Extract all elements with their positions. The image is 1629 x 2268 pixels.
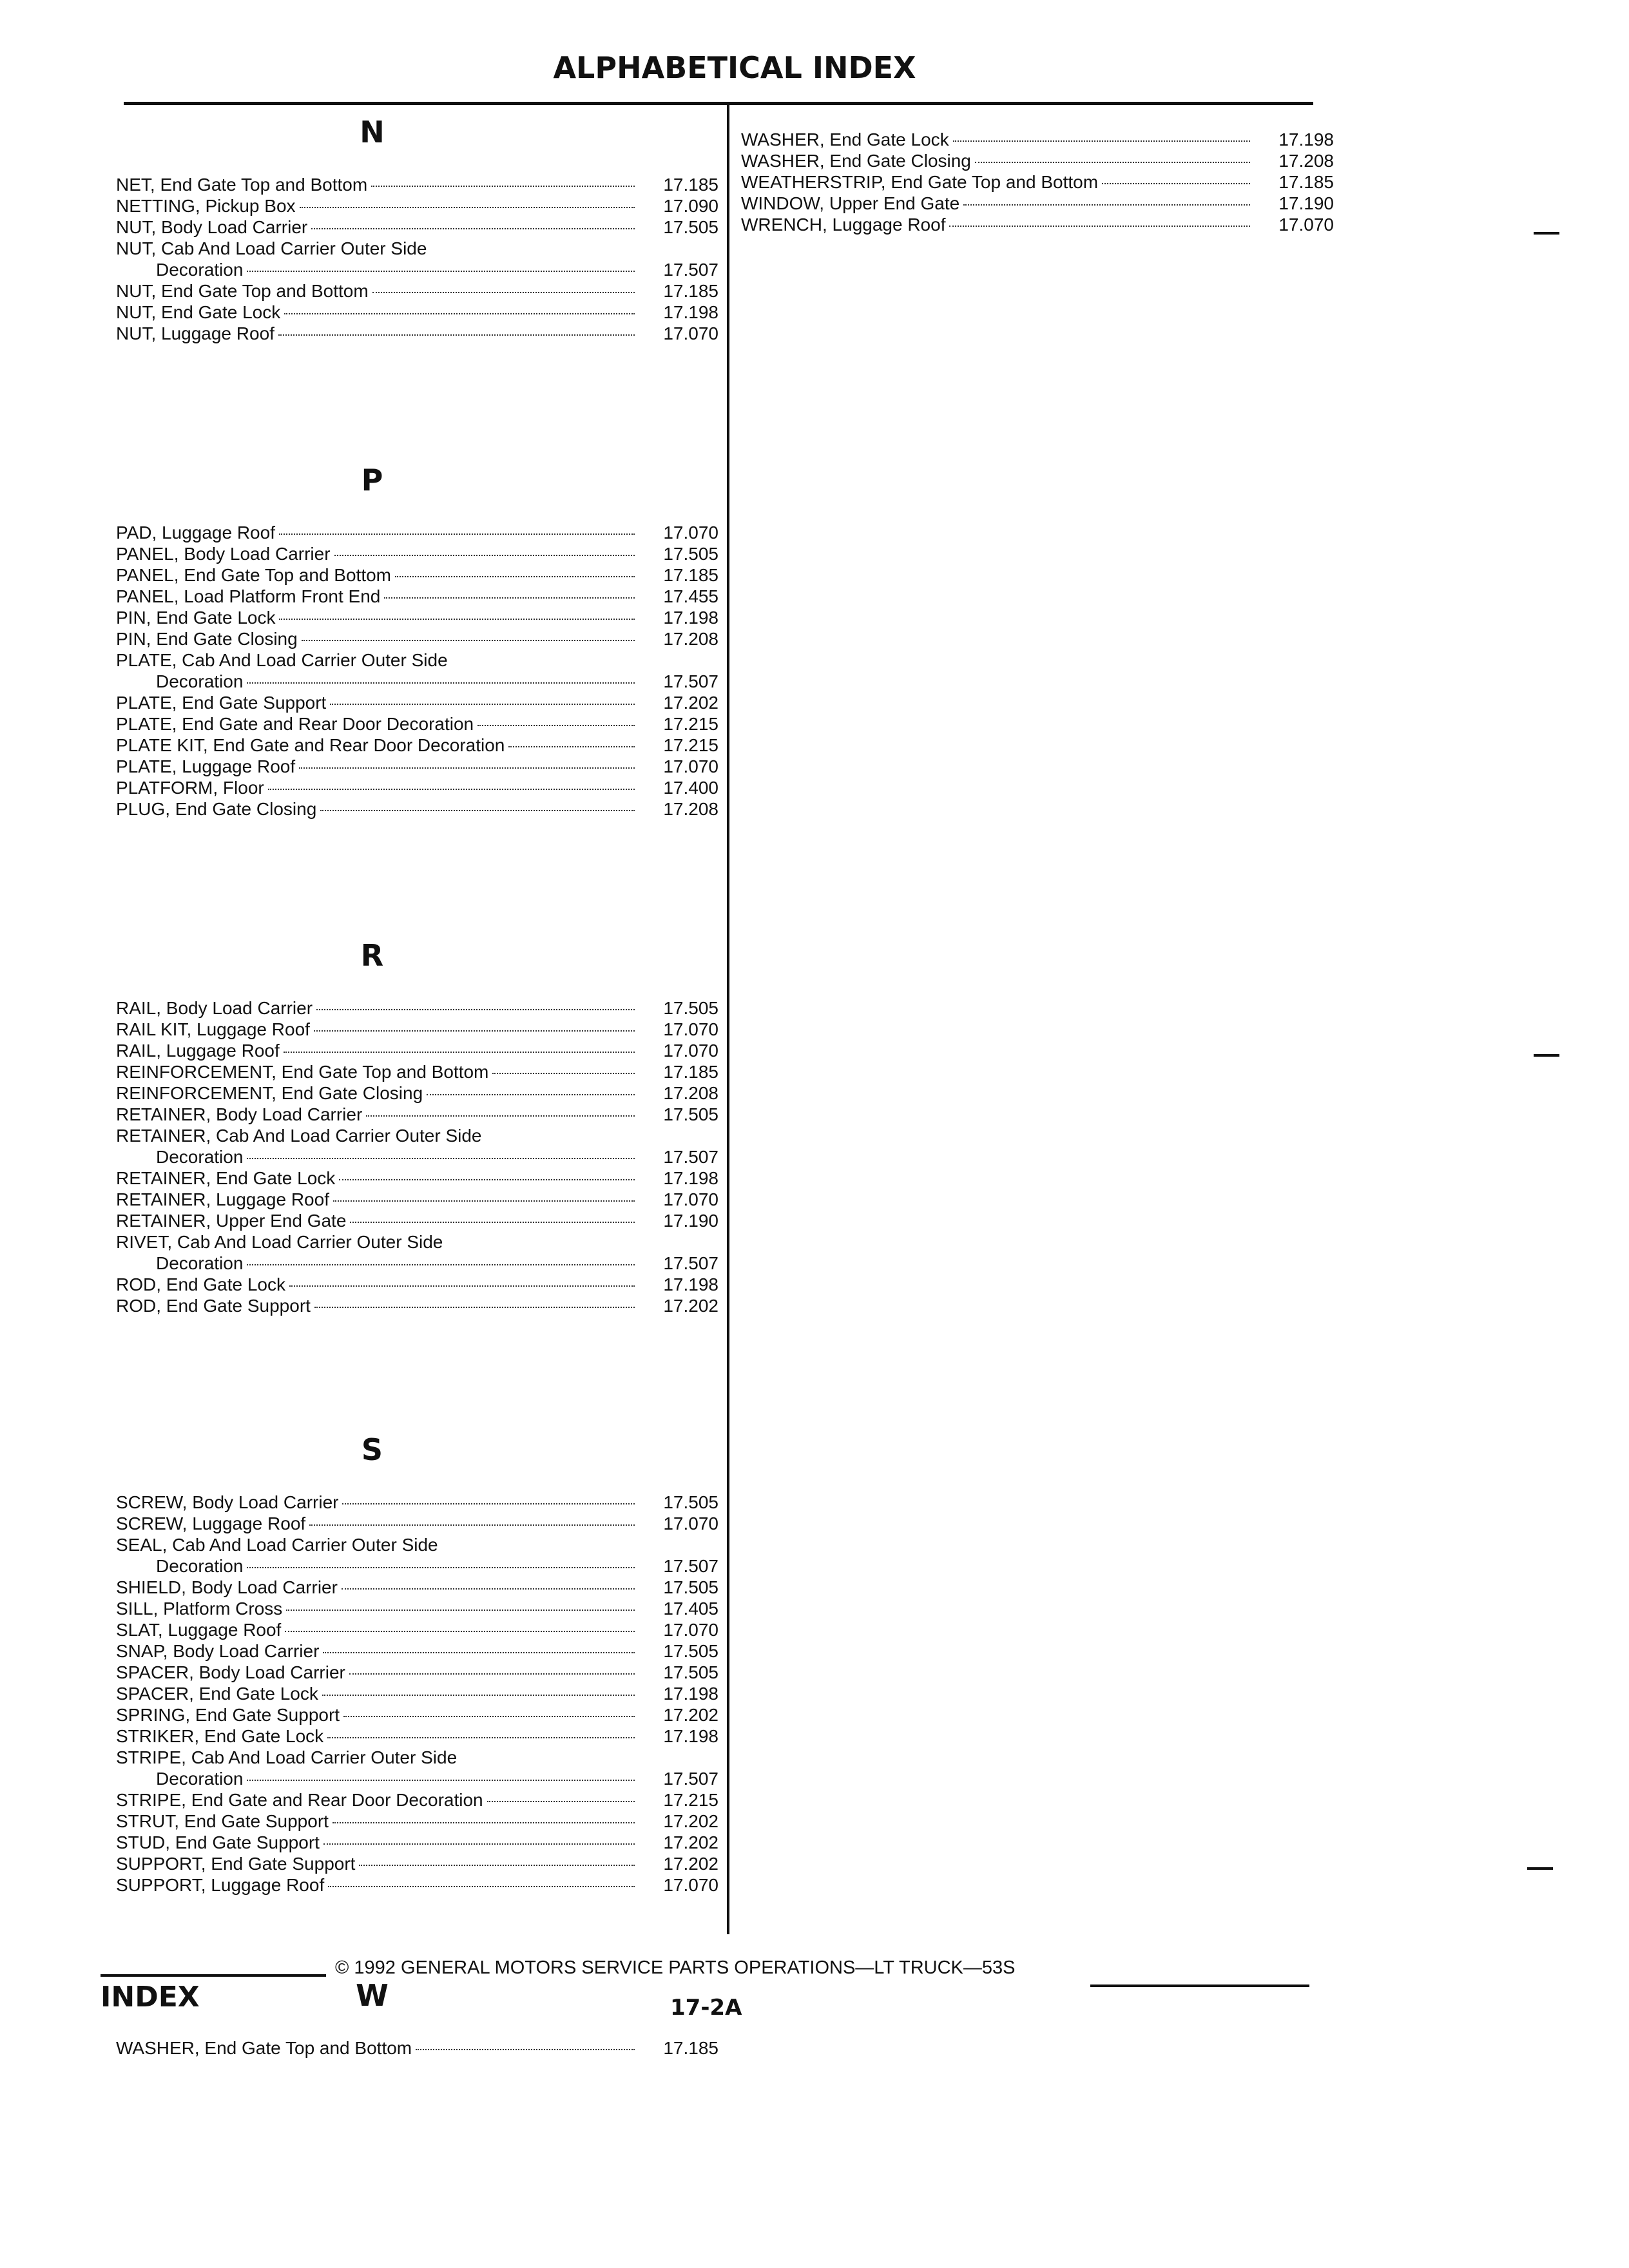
index-entry <box>116 1874 718 1896</box>
index-entry <box>116 1082 718 1104</box>
index-entry-name: SUPPORT, Luggage Roof <box>116 1875 325 1895</box>
index-entry-name: PLATE, Cab And Load Carrier Outer Side <box>116 650 448 670</box>
dot-leader <box>339 1179 635 1180</box>
dot-leader <box>302 640 635 641</box>
index-page-number: 17.070 <box>663 323 718 343</box>
dot-leader <box>322 1695 635 1696</box>
index-entry <box>116 1274 718 1295</box>
index-entry <box>116 713 718 735</box>
index-entry-name: SPRING, End Gate Support <box>116 1705 340 1725</box>
index-entry-name: RAIL KIT, Luggage Roof <box>116 1019 310 1039</box>
index-page-number: 17.070 <box>663 1019 718 1039</box>
index-page-number: 17.070 <box>1278 215 1334 235</box>
index-entry <box>116 798 718 820</box>
section-letter: S <box>361 1432 383 1467</box>
dot-leader <box>278 334 635 336</box>
index-page-number: 17.198 <box>663 302 718 322</box>
index-entry <box>116 1662 718 1683</box>
index-entry <box>116 280 718 302</box>
index-page-number: 17.070 <box>663 1189 718 1209</box>
index-left-column <box>116 110 718 2059</box>
index-entry-name: SHIELD, Body Load Carrier <box>116 1577 338 1597</box>
edge-mark <box>1527 1867 1553 1870</box>
index-entry <box>116 522 718 543</box>
index-page-number: 17.202 <box>663 1705 718 1725</box>
dot-leader <box>975 162 1250 163</box>
index-entry <box>116 1513 718 1534</box>
section-letter: N <box>360 115 385 149</box>
index-entry <box>116 216 718 238</box>
index-entry <box>116 1555 718 1577</box>
index-entry-name: STRIKER, End Gate Lock <box>116 1726 324 1746</box>
dot-leader <box>395 576 635 577</box>
index-entry-name: WASHER, End Gate Closing <box>741 151 971 171</box>
dot-leader <box>330 704 635 705</box>
index-page-number: 17.070 <box>663 1514 718 1533</box>
index-entry-name: WASHER, End Gate Top and Bottom <box>116 2038 412 2058</box>
index-page-number: 17.215 <box>663 1790 718 1810</box>
dot-leader <box>343 1716 635 1717</box>
index-entry-name: RAIL, Body Load Carrier <box>116 998 313 1018</box>
index-entry <box>116 1040 718 1061</box>
index-entry <box>116 1725 718 1747</box>
index-page-number: 17.202 <box>663 1854 718 1874</box>
index-page-number: 17.507 <box>663 260 718 280</box>
index-entry-name: SEAL, Cab And Load Carrier Outer Side <box>116 1535 438 1555</box>
dot-leader <box>427 1094 635 1095</box>
index-entry-name: PAD, Luggage Roof <box>116 523 275 543</box>
index-entry <box>116 1853 718 1874</box>
index-entry <box>741 171 1334 193</box>
dot-leader <box>299 767 635 769</box>
index-page-number: 17.198 <box>663 1726 718 1746</box>
index-entry-name: SPACER, End Gate Lock <box>116 1684 318 1704</box>
dot-leader <box>314 1307 635 1308</box>
index-page-number: 17.198 <box>663 1274 718 1294</box>
index-entry-name: PLATE KIT, End Gate and Rear Door Decoration <box>116 735 505 755</box>
index-entry-name: NUT, End Gate Top and Bottom <box>116 281 369 301</box>
index-entry <box>116 1683 718 1704</box>
index-entry <box>116 302 718 323</box>
index-entry <box>741 150 1334 171</box>
index-page-number: 17.507 <box>663 1556 718 1576</box>
index-page-number: 17.505 <box>663 217 718 237</box>
index-entry-name: PIN, End Gate Lock <box>116 608 276 628</box>
index-entry <box>116 997 718 1019</box>
index-entry <box>116 1811 718 1832</box>
index-entry <box>116 756 718 777</box>
dot-leader <box>334 555 635 556</box>
index-entry <box>116 543 718 564</box>
index-entry <box>741 214 1334 235</box>
dot-leader <box>320 810 635 811</box>
index-entry-name: PLUG, End Gate Closing <box>116 799 317 819</box>
index-page-number: 17.505 <box>663 1662 718 1682</box>
index-entry-continuation: Decoration <box>156 1147 244 1167</box>
index-page-number: 17.505 <box>663 1641 718 1661</box>
index-page-number: 17.202 <box>663 693 718 713</box>
index-entry-name: PIN, End Gate Closing <box>116 629 298 649</box>
index-entry-continuation: Decoration <box>156 1253 244 1273</box>
index-entry <box>116 628 718 649</box>
index-entry <box>741 129 1334 150</box>
index-entry-name: WINDOW, Upper End Gate <box>741 193 960 213</box>
dot-leader <box>333 1822 635 1823</box>
dot-leader <box>279 533 635 535</box>
index-page-number: 17.185 <box>1278 172 1334 192</box>
index-section-w <box>116 1973 718 2059</box>
index-page-number: 17.455 <box>663 586 718 606</box>
index-page-number: 17.070 <box>663 756 718 776</box>
index-page-number: 17.202 <box>663 1811 718 1831</box>
index-entry-name: SCREW, Body Load Carrier <box>116 1492 339 1512</box>
dot-leader <box>359 1865 635 1866</box>
dot-leader <box>492 1073 635 1074</box>
index-page-number: 17.507 <box>663 1769 718 1789</box>
index-entry <box>116 323 718 344</box>
index-page-number: 17.185 <box>663 2038 718 2058</box>
index-entry-name: RETAINER, Upper End Gate <box>116 1211 347 1231</box>
index-page-number: 17.507 <box>663 1147 718 1167</box>
dot-leader <box>247 1264 635 1265</box>
index-entry <box>116 1577 718 1598</box>
index-entry <box>116 1061 718 1082</box>
index-entry-name: WRENCH, Luggage Roof <box>741 215 946 235</box>
index-entry-name: REINFORCEMENT, End Gate Top and Bottom <box>116 1062 489 1082</box>
index-entry-name: RETAINER, End Gate Lock <box>116 1168 336 1188</box>
index-entry-name: PANEL, End Gate Top and Bottom <box>116 565 391 585</box>
dot-leader <box>285 1631 635 1632</box>
index-entry <box>116 1598 718 1619</box>
dot-leader <box>323 1652 635 1653</box>
index-entry-name: RIVET, Cab And Load Carrier Outer Side <box>116 1232 443 1252</box>
index-page-number: 17.185 <box>663 1062 718 1082</box>
footer-copyright: © 1992 GENERAL MOTORS SERVICE PARTS OPERATIONS—LT TRUCK—53S <box>335 1957 1016 1978</box>
index-entry-name: PLATE, End Gate and Rear Door Decoration <box>116 714 474 734</box>
column-divider <box>727 104 729 1934</box>
edge-mark <box>1534 232 1559 235</box>
index-entry-name: PANEL, Body Load Carrier <box>116 544 331 564</box>
dot-leader <box>323 1843 635 1845</box>
footer-section-label: INDEX <box>101 1981 200 2013</box>
index-entry <box>116 1789 718 1811</box>
index-page-number: 17.090 <box>663 196 718 216</box>
dot-leader <box>289 1285 635 1287</box>
index-entry <box>116 692 718 713</box>
index-page-number: 17.190 <box>663 1211 718 1231</box>
dot-leader <box>309 1524 635 1526</box>
dot-leader <box>384 597 635 599</box>
index-entry-name: NUT, Cab And Load Carrier Outer Side <box>116 238 427 258</box>
index-page-number: 17.505 <box>663 1492 718 1512</box>
index-entry-name: PANEL, Load Platform Front End <box>116 586 381 606</box>
header-rule <box>124 102 1313 105</box>
index-entry <box>116 1253 718 1274</box>
index-entry <box>116 1210 718 1231</box>
index-entry <box>116 1619 718 1640</box>
index-entry <box>116 671 718 692</box>
index-entry-name: ROD, End Gate Support <box>116 1296 311 1316</box>
index-entry <box>116 1295 718 1316</box>
index-entry <box>116 1019 718 1040</box>
index-entry-name: RAIL, Luggage Roof <box>116 1041 280 1061</box>
dot-leader <box>416 2049 635 2050</box>
index-entry-name: WEATHERSTRIP, End Gate Top and Bottom <box>741 172 1099 192</box>
index-entry-name: NETTING, Pickup Box <box>116 196 296 216</box>
index-page-number: 17.208 <box>1278 151 1334 171</box>
section-letter: P <box>361 463 383 497</box>
footer-rule-left <box>101 1974 326 1977</box>
index-page-number: 17.202 <box>663 1296 718 1316</box>
dot-leader <box>247 1780 635 1781</box>
index-page-number: 17.215 <box>663 735 718 755</box>
index-page-number: 17.505 <box>663 998 718 1018</box>
index-entry <box>116 259 718 280</box>
index-entry-continuation: Decoration <box>156 260 244 280</box>
index-page-number: 17.070 <box>663 1041 718 1061</box>
dot-leader <box>284 313 635 314</box>
index-entry <box>116 1704 718 1725</box>
index-page-number: 17.505 <box>663 1577 718 1597</box>
index-page-number: 17.070 <box>663 1875 718 1895</box>
index-entry <box>116 777 718 798</box>
section-letter: W <box>356 1978 389 2013</box>
dot-leader <box>328 1886 635 1887</box>
index-entry-name: RETAINER, Cab And Load Carrier Outer Side <box>116 1126 482 1146</box>
index-entry-name: PLATE, Luggage Roof <box>116 756 296 776</box>
index-page-number: 17.208 <box>663 799 718 819</box>
page-title: ALPHABETICAL INDEX <box>553 50 916 85</box>
index-entry <box>116 174 718 195</box>
index-entry-name: RETAINER, Luggage Roof <box>116 1189 329 1209</box>
index-entry <box>116 586 718 607</box>
dot-leader <box>949 226 1250 227</box>
index-entry <box>116 564 718 586</box>
dot-leader <box>953 140 1250 142</box>
index-entry-name: ROD, End Gate Lock <box>116 1274 286 1294</box>
index-entry-name: SILL, Platform Cross <box>116 1599 283 1619</box>
index-entry <box>116 735 718 756</box>
index-entry <box>116 1640 718 1662</box>
dot-leader <box>284 1052 635 1053</box>
index-entry <box>741 193 1334 214</box>
index-entry <box>116 1492 718 1513</box>
dot-leader <box>477 725 635 726</box>
index-page-number: 17.070 <box>663 523 718 543</box>
dot-leader <box>487 1801 635 1802</box>
dot-leader <box>963 204 1250 206</box>
index-entry-name: SUPPORT, End Gate Support <box>116 1854 356 1874</box>
index-entry <box>116 1146 718 1168</box>
index-page-number: 17.405 <box>663 1599 718 1619</box>
index-page-number: 17.202 <box>663 1832 718 1852</box>
index-entry-name: SLAT, Luggage Roof <box>116 1620 282 1640</box>
dot-leader <box>311 228 635 229</box>
index-page-number: 17.215 <box>663 714 718 734</box>
index-section-p <box>116 457 718 820</box>
index-section-r <box>116 933 718 1316</box>
index-entry <box>116 195 718 216</box>
index-entry-name: STRIPE, End Gate and Rear Door Decoration <box>116 1790 483 1810</box>
index-page-number: 17.185 <box>663 565 718 585</box>
index-right-column <box>741 129 1334 235</box>
index-entry-continuation: Decoration <box>156 671 244 691</box>
index-entry <box>116 607 718 628</box>
index-page-number: 17.208 <box>663 1083 718 1103</box>
dot-leader <box>366 1115 635 1117</box>
index-entry <box>116 1832 718 1853</box>
index-page-number: 17.507 <box>663 1253 718 1273</box>
index-entry-name: SCREW, Luggage Roof <box>116 1514 306 1533</box>
dot-leader <box>247 271 635 272</box>
index-section-s <box>116 1427 718 1896</box>
index-page-number: 17.208 <box>663 629 718 649</box>
index-entry-name: NET, End Gate Top and Bottom <box>116 175 368 195</box>
dot-leader <box>349 1673 635 1675</box>
index-entry-name: PLATE, End Gate Support <box>116 693 327 713</box>
index-page-number: 17.198 <box>663 608 718 628</box>
index-entry-name: REINFORCEMENT, End Gate Closing <box>116 1083 423 1103</box>
index-entry-name: STRIPE, Cab And Load Carrier Outer Side <box>116 1747 458 1767</box>
dot-leader <box>300 207 635 208</box>
dot-leader <box>316 1009 635 1010</box>
index-page-number: 17.507 <box>663 671 718 691</box>
dot-leader <box>247 682 635 684</box>
dot-leader <box>247 1158 635 1159</box>
dot-leader <box>1102 183 1250 184</box>
dot-leader <box>350 1222 635 1223</box>
index-entry-name: SNAP, Body Load Carrier <box>116 1641 320 1661</box>
index-page-number: 17.185 <box>663 175 718 195</box>
index-entry-name: NUT, Luggage Roof <box>116 323 275 343</box>
index-entry-name: SPACER, Body Load Carrier <box>116 1662 345 1682</box>
index-entry-name: NUT, Body Load Carrier <box>116 217 308 237</box>
index-entry-continuation: Decoration <box>156 1556 244 1576</box>
index-page-number: 17.198 <box>663 1168 718 1188</box>
index-entry-name: STRUT, End Gate Support <box>116 1811 329 1831</box>
dot-leader <box>508 746 635 747</box>
index-entry-name: WASHER, End Gate Lock <box>741 130 949 149</box>
edge-mark <box>1534 1054 1559 1057</box>
dot-leader <box>247 1567 635 1568</box>
index-entry <box>116 1189 718 1210</box>
index-entry-name: RETAINER, Body Load Carrier <box>116 1104 363 1124</box>
dot-leader <box>314 1030 635 1032</box>
index-entry <box>116 1104 718 1125</box>
dot-leader <box>327 1737 635 1738</box>
index-page-number: 17.070 <box>663 1620 718 1640</box>
section-letter: R <box>360 938 384 973</box>
dot-leader <box>268 789 635 790</box>
index-entry-name: STUD, End Gate Support <box>116 1832 320 1852</box>
index-page-number: 17.198 <box>663 1684 718 1704</box>
dot-leader <box>372 292 635 293</box>
index-page-number: 17.505 <box>663 544 718 564</box>
dot-leader <box>333 1200 635 1202</box>
index-entry <box>116 1168 718 1189</box>
index-entry-continuation: Decoration <box>156 1769 244 1789</box>
dot-leader <box>371 186 635 187</box>
dot-leader <box>279 619 635 620</box>
index-page-number: 17.400 <box>663 778 718 798</box>
index-page-number: 17.198 <box>1278 130 1334 149</box>
footer-rule-right <box>1090 1984 1309 1987</box>
index-entry-name: NUT, End Gate Lock <box>116 302 281 322</box>
index-page-number: 17.185 <box>663 281 718 301</box>
dot-leader <box>342 1588 635 1590</box>
footer-page-number: 17-2A <box>670 1995 742 2021</box>
index-page-number: 17.190 <box>1278 193 1334 213</box>
dot-leader <box>286 1610 635 1611</box>
index-entry-name: PLATFORM, Floor <box>116 778 264 798</box>
dot-leader <box>342 1503 635 1504</box>
index-entry <box>116 1768 718 1789</box>
index-entry <box>116 2037 718 2059</box>
index-section-n <box>116 110 718 344</box>
index-page-number: 17.505 <box>663 1104 718 1124</box>
